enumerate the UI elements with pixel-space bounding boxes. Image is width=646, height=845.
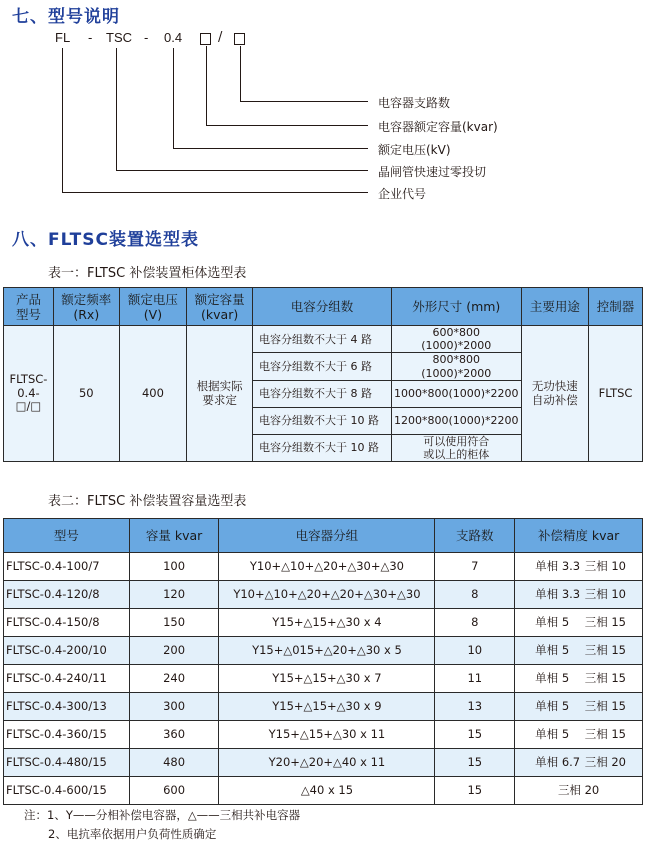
cell-groups: Y15+△15+△30 x 9 [219, 693, 435, 721]
header-branches: 支路数 [435, 519, 515, 553]
cell-groups: 电容分组数不大于 10 路 [253, 434, 392, 461]
table-row [4, 777, 643, 805]
legend-voltage: 额定电压(kV) [378, 143, 451, 157]
cell-accuracy: 单相 3.3 三相 10 [515, 581, 643, 609]
note-1: 注：1、Y——分相补偿电容器，△——三相共补电容器 [24, 808, 301, 822]
connector-line-2-h [206, 125, 368, 126]
model-code-diagram [0, 0, 646, 215]
cell-accuracy: 单相 3.3 三相 10 [515, 553, 643, 581]
connector-line-4-h [116, 170, 368, 171]
cell-size: 1000*800(1000)*2200 [391, 380, 521, 407]
code-slash: / [218, 30, 223, 45]
cell-accuracy: 三相 20 [515, 777, 643, 805]
branches-placeholder-box [234, 33, 245, 45]
cell-groups: Y15+△15+△30 x 7 [219, 665, 435, 693]
cell-accuracy: 单相 5 三相 15 [515, 637, 643, 665]
cell-branches: 13 [435, 693, 515, 721]
cell-accuracy: 单相 6.7 三相 20 [515, 749, 643, 777]
legend-branches: 电容器支路数 [378, 96, 451, 110]
section-8-title: 八、FLTSC装置选型表 [12, 230, 199, 250]
cell-purpose: 无功快速 自动补偿 [521, 326, 589, 462]
legend-switching: 晶闸管快速过零投切 [378, 165, 487, 179]
header-product-model: 产品 型号 [4, 288, 54, 326]
cell-model: FLTSC-0.4-360/15 [4, 721, 130, 749]
table-row [4, 637, 643, 665]
header-groups: 电容分组数 [253, 288, 392, 326]
cell-voltage: 400 [119, 326, 187, 462]
code-part-voltage: 0.4 [164, 30, 183, 45]
cell-groups: Y15+△015+△20+△30 x 5 [219, 637, 435, 665]
table-row [4, 693, 643, 721]
table1-header-row [4, 288, 643, 326]
cell-accuracy: 单相 5 三相 15 [515, 665, 643, 693]
cell-capacity: 240 [129, 665, 219, 693]
cell-model: FLTSC-0.4-200/10 [4, 637, 130, 665]
cell-capacity: 120 [129, 581, 219, 609]
connector-line-1 [240, 46, 241, 101]
table-row [4, 609, 643, 637]
table-row [4, 665, 643, 693]
connector-line-2 [206, 46, 207, 125]
cell-branches: 15 [435, 721, 515, 749]
connector-line-5-h [62, 192, 368, 193]
cell-accuracy: 单相 5 三相 15 [515, 609, 643, 637]
cell-capacity: 根据实际 要求定 [187, 326, 253, 462]
cell-branches: 8 [435, 609, 515, 637]
cell-branches: 8 [435, 581, 515, 609]
cell-groups: Y10+△10+△20+△30+△30 [219, 553, 435, 581]
code-dash-2: - [144, 30, 149, 45]
section-7-title: 七、型号说明 [12, 7, 120, 27]
cell-model: FLTSC-0.4-300/13 [4, 693, 130, 721]
header-capacity: 额定容量 (kvar) [187, 288, 253, 326]
connector-line-3-h [173, 148, 368, 149]
header-capacity-kvar: 容量 kvar [129, 519, 219, 553]
table-row [4, 721, 643, 749]
cell-groups: 电容分组数不大于 10 路 [253, 407, 392, 434]
cell-model: FLTSC- 0.4- □/□ [4, 326, 54, 462]
cell-size: 可以使用符合 或以上的柜体 [391, 434, 521, 461]
cell-groups: 电容分组数不大于 6 路 [253, 353, 392, 380]
capacity-placeholder-box [200, 33, 211, 45]
connector-line-5 [62, 48, 63, 192]
cell-branches: 7 [435, 553, 515, 581]
cell-capacity: 600 [129, 777, 219, 805]
cabinet-selection-table [3, 287, 643, 462]
table2-caption: 表二：FLTSC 补偿装置容量选型表 [48, 494, 247, 509]
cell-model: FLTSC-0.4-480/15 [4, 749, 130, 777]
cell-model: FLTSC-0.4-150/8 [4, 609, 130, 637]
code-part-fl: FL [55, 30, 71, 45]
cell-groups: Y10+△10+△20+△20+△30+△30 [219, 581, 435, 609]
cell-capacity: 360 [129, 721, 219, 749]
table2-header-row [4, 519, 643, 553]
table-row [4, 749, 643, 777]
cell-size: 600*800 (1000)*2000 [391, 326, 521, 353]
table-row [4, 326, 643, 353]
cell-groups: 电容分组数不大于 8 路 [253, 380, 392, 407]
cell-capacity: 300 [129, 693, 219, 721]
note-2: 2、电抗率依据用户负荷性质确定 [48, 827, 217, 841]
header-accuracy: 补偿精度 kvar [515, 519, 643, 553]
cell-size: 800*800 (1000)*2000 [391, 353, 521, 380]
cell-groups: △40 x 15 [219, 777, 435, 805]
connector-line-4 [116, 48, 117, 170]
legend-capacity: 电容器额定容量(kvar) [378, 120, 498, 134]
connector-line-1-h [240, 101, 368, 102]
cell-branches: 11 [435, 665, 515, 693]
header-dimensions: 外形尺寸 (mm) [391, 288, 521, 326]
cell-groups: Y15+△15+△30 x 4 [219, 609, 435, 637]
header-purpose: 主要用途 [521, 288, 589, 326]
header-model: 型号 [4, 519, 130, 553]
cell-capacity: 480 [129, 749, 219, 777]
table-notes [24, 806, 300, 844]
cell-groups: Y20+△20+△40 x 11 [219, 749, 435, 777]
cell-frequency: 50 [53, 326, 119, 462]
cell-accuracy: 单相 5 三相 15 [515, 721, 643, 749]
table1-caption: 表一：FLTSC 补偿装置柜体选型表 [48, 266, 247, 281]
code-dash-1: - [88, 30, 93, 45]
cell-model: FLTSC-0.4-100/7 [4, 553, 130, 581]
legend-company-code: 企业代号 [378, 187, 427, 201]
cell-branches: 15 [435, 749, 515, 777]
cell-controller: FLTSC [589, 326, 643, 462]
code-part-tsc: TSC [106, 30, 132, 45]
capacity-selection-table [3, 518, 643, 805]
cell-capacity: 200 [129, 637, 219, 665]
cell-capacity: 100 [129, 553, 219, 581]
header-frequency: 额定频率 (Rx) [53, 288, 119, 326]
cell-branches: 15 [435, 777, 515, 805]
header-controller: 控制器 [589, 288, 643, 326]
cell-model: FLTSC-0.4-120/8 [4, 581, 130, 609]
connector-line-3 [173, 48, 174, 148]
cell-model: FLTSC-0.4-600/15 [4, 777, 130, 805]
table-row [4, 553, 643, 581]
header-capacitor-groups: 电容器分组 [219, 519, 435, 553]
cell-accuracy: 单相 5 三相 15 [515, 693, 643, 721]
cell-groups: Y15+△15+△30 x 11 [219, 721, 435, 749]
cell-size: 1200*800(1000)*2200 [391, 407, 521, 434]
header-voltage: 额定电压 (V) [119, 288, 187, 326]
cell-capacity: 150 [129, 609, 219, 637]
cell-branches: 10 [435, 637, 515, 665]
cell-model: FLTSC-0.4-240/11 [4, 665, 130, 693]
table-row [4, 581, 643, 609]
cell-groups: 电容分组数不大于 4 路 [253, 326, 392, 353]
